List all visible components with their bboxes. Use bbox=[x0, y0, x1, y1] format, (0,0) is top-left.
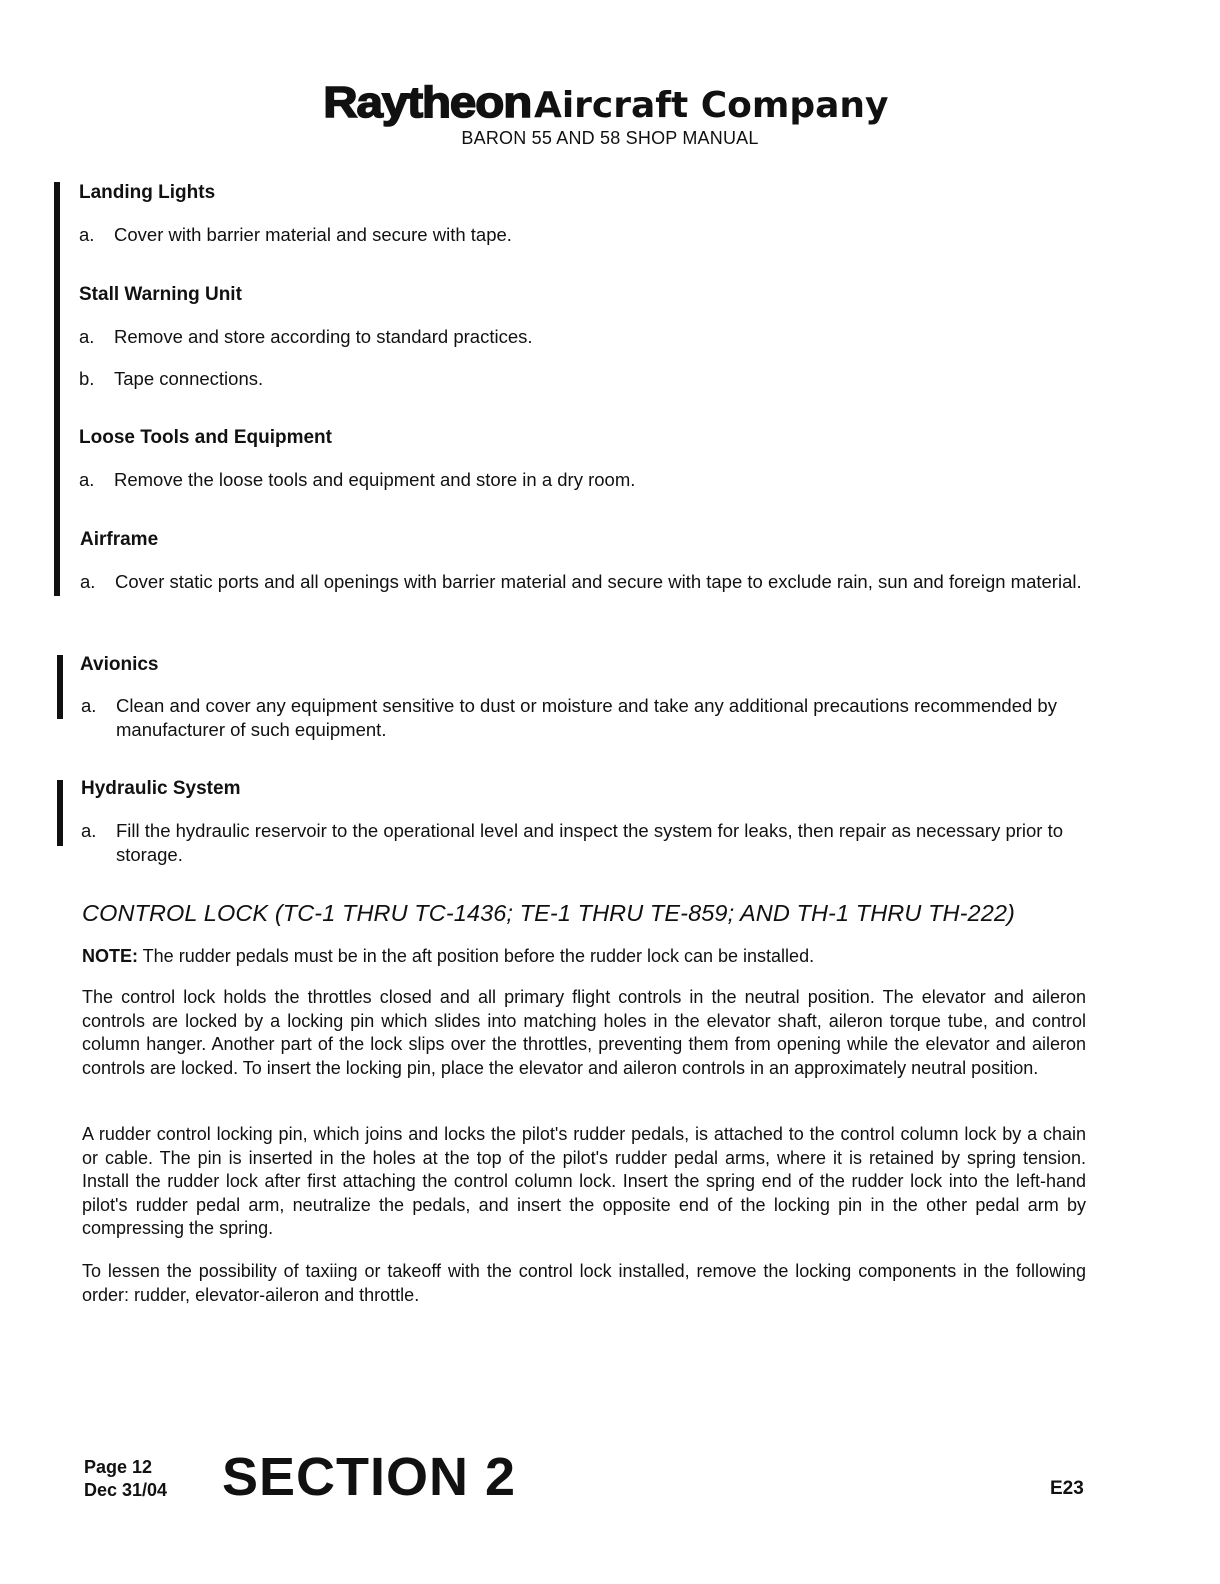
item-text: Cover static ports and all openings with barrier material and secure with tape to exclude rain, sun and foreign material. bbox=[115, 571, 1082, 592]
revision-bar bbox=[57, 780, 63, 846]
page-info bbox=[84, 1456, 167, 1502]
revision-bar bbox=[57, 655, 63, 719]
page-date: Dec 31/04 bbox=[84, 1480, 168, 1500]
item-text: Remove the loose tools and equipment and store in a dry room. bbox=[114, 469, 636, 490]
item-label: a. bbox=[80, 571, 96, 592]
manual-title: BARON 55 AND 58 SHOP MANUAL bbox=[461, 128, 759, 148]
company-name: Aircraft Company bbox=[533, 85, 889, 126]
item-label: a. bbox=[79, 469, 95, 490]
item-label: a. bbox=[81, 695, 97, 716]
revision-bar bbox=[54, 182, 60, 596]
brand-name: Raytheon bbox=[323, 78, 532, 127]
document-code: E23 bbox=[1050, 1478, 1084, 1499]
note-text: The rudder pedals must be in the aft position before the rudder lock can be installed. bbox=[138, 946, 815, 966]
item-text: Remove and store according to standard practices. bbox=[114, 326, 533, 347]
section-heading-hydraulic: Hydraulic System bbox=[81, 778, 241, 799]
item-text: Tape connections. bbox=[114, 368, 264, 389]
company-logo bbox=[0, 78, 1220, 128]
item-label: a. bbox=[79, 224, 95, 245]
section-heading-landing-lights: Landing Lights bbox=[79, 182, 216, 203]
note bbox=[82, 946, 814, 967]
section-heading-avionics: Avionics bbox=[80, 654, 159, 675]
item-label: a. bbox=[79, 326, 95, 347]
item-text: Cover with barrier material and secure with tape. bbox=[114, 224, 512, 245]
note-label: NOTE: bbox=[82, 946, 138, 966]
control-lock-title: CONTROL LOCK (TC-1 THRU TC-1436; TE-1 THRU TE-859; AND TH-1 THRU TH-222) bbox=[82, 900, 1015, 926]
item-text: Clean and cover any equipment sensitive to dust or moisture and take any additional precautions recommended by manufacturer of such equipment. bbox=[116, 695, 1057, 740]
section-heading-loose-tools: Loose Tools and Equipment bbox=[79, 427, 332, 448]
section-heading-stall-warning: Stall Warning Unit bbox=[79, 284, 242, 305]
section-label: SECTION 2 bbox=[222, 1447, 517, 1507]
section-heading-airframe: Airframe bbox=[80, 529, 159, 550]
body-paragraph: The control lock holds the throttles closed and all primary flight controls in the neutral position. The elevator and aileron controls are locked by a locking pin which slides into matching holes in the elevator shaft, aileron torque tube, and control column hanger. Another part of the lock slips over the throttles, preventing them from opening while the elevator and aileron controls are locked. To insert the locking pin, place the elevator and aileron controls in an approximately neutral position. bbox=[82, 987, 1086, 1078]
page-number: Page 12 bbox=[84, 1457, 153, 1477]
item-label: b. bbox=[79, 368, 95, 389]
body-paragraph: A rudder control locking pin, which joins and locks the pilot's rudder pedals, is attached to the control column lock by a chain or cable. The pin is inserted in the holes at the top of the pilot's rudder pedal arms, where it is retained by spring tension. Install the rudder lock after first attaching the control column lock. Insert the spring end of the rudder lock into the left-hand pilot's rudder pedal arm, neutralize the pedals, and insert the opposite end of the locking pin in the other pedal arm by compressing the spring. bbox=[82, 1124, 1086, 1239]
item-label: a. bbox=[81, 820, 97, 841]
item-text: Fill the hydraulic reservoir to the operational level and inspect the system for leaks, then repair as necessary prior to storage. bbox=[116, 820, 1064, 865]
body-paragraph: To lessen the possibility of taxiing or takeoff with the control lock installed, remove the locking components in the following order: rudder, elevator-aileron and throttle. bbox=[82, 1261, 1086, 1305]
